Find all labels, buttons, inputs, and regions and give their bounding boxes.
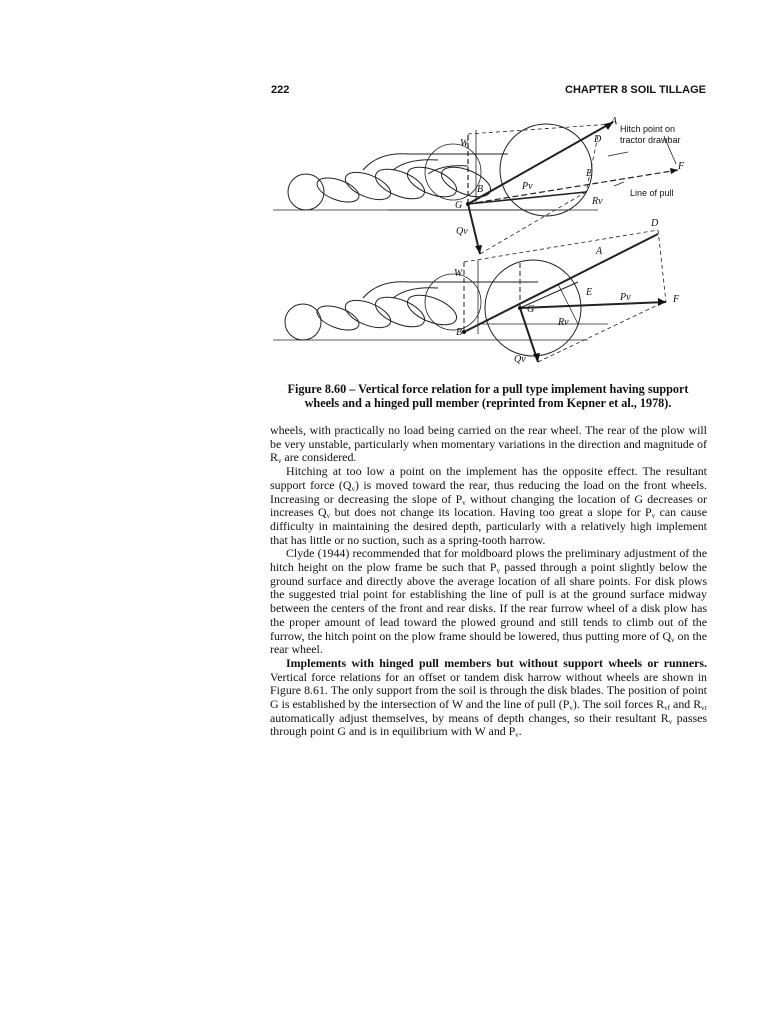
label-rv-top: Rv (592, 196, 603, 207)
label-g-bottom: G (527, 304, 535, 315)
label-f-bottom: F (673, 294, 680, 305)
bottom-plow-drawing (273, 260, 608, 356)
label-w-top: W (460, 138, 469, 149)
label-pv-top: Pv (522, 181, 533, 192)
label-qv-bottom: Qv (514, 354, 526, 365)
label-w-bottom: W (454, 268, 463, 279)
label-f-top: F (678, 161, 685, 172)
label-a-bottom: A (596, 246, 603, 257)
label-e-bottom: E (586, 287, 593, 298)
label-d-bottom: D (651, 218, 659, 229)
figure-caption (268, 382, 708, 410)
top-plow-drawing (273, 124, 598, 216)
label-pv-bottom: Pv (620, 292, 631, 303)
label-b-top: B (477, 184, 484, 195)
page-number: 222 (271, 84, 290, 96)
label-b-bottom: B (456, 327, 463, 338)
caption-line-1: Figure 8.60 – Vertical force relation for a pull type implement having support (287, 382, 689, 396)
figure-8-60 (268, 112, 708, 380)
force-diagram (268, 112, 708, 380)
label-rv-bottom: Rv (558, 317, 569, 328)
arrow-f-bottom-icon (658, 298, 666, 306)
label-qv-top: Qv (456, 226, 468, 237)
section-heading: Implements with hinged pull members but without support wheels or runners. (286, 655, 707, 670)
label-d-top: D (594, 134, 602, 145)
paragraph-3: Clyde (1944) recommended that for moldboard plows the preliminary adjustment of the hitch height on the plow frame be such that $P_v$ passed through a point slightly below the ground surface and directly above the average location of all share points. For disk plows the suggested trial point for establishing the line of pull is at the ground surface midway between the centers of the front and rear disks. If the rear furrow wheel of a disk plow has the proper amount of lead toward the plowed ground and still tends to climb out of the furrow, the hitch point on the plow frame should be lowered, thus putting more of $Q_v$ on the rear wheel. (270, 546, 708, 657)
line-of-pull-label: Line of pull (630, 188, 674, 198)
hitch-note-line2: tractor drawbar (620, 135, 681, 145)
arrow-f-icon (670, 168, 678, 174)
arrow-qv-top-icon (475, 245, 482, 254)
chapter-title: CHAPTER 8 SOIL TILLAGE (565, 84, 706, 96)
paragraph-4: Implements with hinged pull members but without support wheels or runners. Vertical force relations for an offset or tandem disk harrow without wheels are shown in Figure 8.61. The only support from the soil is through the disk blades. The position of point G is established by the intersection of W and the line of pull $(P_v)$. The soil forces $R_{vf}$ and $R_{vr}$ automatically adjust themselves, by means of depth changes, so their resultant $R_v$ passes through point G and is in equilibrium with W and $P_v$. (270, 655, 708, 740)
paragraph-2: Hitching at too low a point on the implement has the opposite effect. The resultant support force $(Q_v)$ is moved toward the rear, thus reducing the load on the front wheels. Increasing or decreasing the slope of $P_v$ without changing the location of G decreases or increases $Q_v$ but does not change its location. Having too great a slope for $P_v$ can cause difficulty in maintaining the desired depth, particularly with a relatively high implement that has little or no suction, such as a spring-tooth harrow. (270, 464, 707, 547)
body-text (270, 424, 707, 739)
label-g-top: G (455, 200, 463, 211)
paragraph-1: wheels, with practically no load being carried on the rear wheel. The rear of the plow will be very unstable, particularly when momentary variations in the direction and magnitude of $R_v$ are considered. (270, 423, 707, 466)
label-e-top: E (586, 168, 593, 179)
caption-line-2: wheels and a hinged pull member (reprinted from Kepner et al., 1978). (304, 396, 672, 410)
hitch-note-line1: Hitch point on (620, 124, 676, 134)
label-a-top: A (611, 116, 618, 127)
